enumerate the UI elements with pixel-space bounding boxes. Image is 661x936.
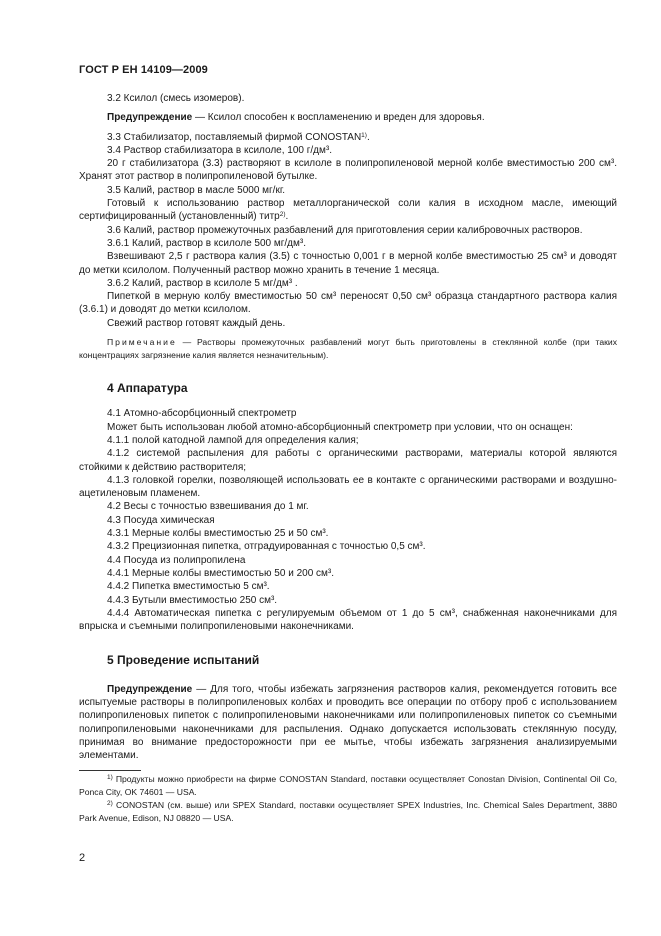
note-text: — Растворы промежуточных разбавлений могут быть приготовлены в стеклянной колбе (при таких концентрациях загрязнение калия является незначительным). <box>79 337 617 361</box>
footnote-mark: 2) <box>107 800 113 808</box>
section-4-item: 4.1.1 полой катодной лампой для определения калия; <box>107 434 359 446</box>
para-3-5-end: . <box>285 211 289 223</box>
para-3-4: 3.4 Раствор стабилизатора в ксилоле, 100 г/дм³. <box>107 144 332 156</box>
para-3-6-2: 3.6.2 Калий, раствор в ксилоле 5 мг/дм³ . <box>107 277 298 289</box>
para-3-6-2-text: Пипеткой в мерную колбу вместимостью 50 см³ переносят 0,50 см³ образца стандартного раствора калия (3.6.1) и доводят до метки ксилолом. <box>79 291 617 316</box>
para-3-5-body: Готовый к использованию раствор металлорганической соли калия в исходном масле, имеющий сертифицированный (установленный) титр <box>79 198 617 223</box>
para-3-6: 3.6 Калий, раствор промежуточных разбавлений для приготовления серии калибровочных растворов. <box>107 224 583 236</box>
section-4-item: 4.3 Посуда химическая <box>107 514 215 526</box>
section-4-item: Может быть использован любой атомно-абсорбционный спектрометр при условии, что он оснащен: <box>107 421 573 433</box>
para-3-6-1-text: Взвешивают 2,5 г раствора калия (3.5) с точностью 0,001 г в мерной колбе вместимостью 25 см³ и доводят до метки ксилолом. Полученный раствор можно хранить в течение 1 месяца. <box>79 251 617 276</box>
page-number: 2 <box>79 852 86 864</box>
footnote-2 <box>79 799 617 825</box>
section-4-heading: 4 Аппаратура <box>107 381 188 396</box>
section-4-item: 4.4.3 Бутыли вместимостью 250 см³. <box>107 594 278 606</box>
para-3-3-text: 3.3 Стабилизатор, поставляемый фирмой CONOSTAN <box>107 131 362 143</box>
footnote-separator <box>79 770 141 771</box>
para-3-5: 3.5 Калий, раствор в масле 5000 мг/кг. <box>107 184 286 196</box>
warning-xylene <box>79 111 617 124</box>
para-fresh-solution: Свежий раствор готовят каждый день. <box>107 317 286 329</box>
footnote-text: Продукты можно приобрести на фирме CONOSTAN Standard, поставки осуществляет Conostan Division, Continental Oil Co, Ponca City, OK 74601 — USA. <box>79 774 617 798</box>
footnote-text: CONOSTAN (см. выше) или SPEX Standard, поставки осуществляет SPEX Industries, Inc. Chemical Sales Department, 3880 Park Avenue, Edison, NJ 08820 — USA. <box>79 800 617 824</box>
para-3-3-end: . <box>366 131 370 143</box>
warning-text: — Ксилол способен к воспламенению и вреден для здоровья. <box>192 112 485 124</box>
footnote-ref-1: 1) <box>361 131 367 139</box>
section-4-item: 4.3.2 Прецизионная пипетка, отградуированная с точностью 0,5 см³. <box>107 541 426 553</box>
section-4-item: 4.4.4 Автоматическая пипетка с регулируемым объемом от 1 до 5 см³, снабженная наконечниками для впрыска и съемными полипропиленовыми наконечниками. <box>79 607 617 633</box>
para-3-4-text: 20 г стабилизатора (3.3) растворяют в ксилоле в полипропиленовой мерной колбе вместимостью 200 см³. Хранят этот раствор в полипропиленовой бутылке. <box>79 158 617 183</box>
para-3-6-1: 3.6.1 Калий, раствор в ксилоле 500 мг/дм³. <box>107 237 306 249</box>
running-header: ГОСТ Р ЕН 14109—2009 <box>79 64 208 76</box>
section-4-item: 4.4.1 Мерные колбы вместимостью 50 и 200 см³. <box>107 567 335 579</box>
para-3-2: 3.2 Ксилол (смесь изомеров). <box>107 93 245 104</box>
section-4-item: 4.4 Посуда из полипропилена <box>107 554 246 566</box>
page-body <box>79 92 617 825</box>
section-4-item: 4.2 Весы с точностью взвешивания до 1 мг. <box>107 501 309 513</box>
section-4-item: 4.4.2 Пипетка вместимостью 5 см³. <box>107 581 270 593</box>
section-4-item: 4.1.3 головкой горелки, позволяющей использовать ее в контакте с органическими растворами и воздушно-ацетиленовым пламенем. <box>79 474 617 500</box>
para-3-3 <box>79 131 617 144</box>
para-3-5-text <box>79 197 617 224</box>
warning-contamination <box>79 683 617 763</box>
footnote-ref-2: 2) <box>279 211 286 219</box>
section-5-heading: 5 Проведение испытаний <box>107 653 260 668</box>
footnote-mark: 1) <box>107 774 113 782</box>
warning-text: — Для того, чтобы избежать загрязнения растворов калия, рекомендуется готовить все испытуемые растворы в полипропиленовых колбах и проводить все операции по отбору проб с использованием полипропиленовых пипеток с полипропиленовыми наконечниками или полипропиленовых пипеток со съемными полипропиленовыми наконечниками для распыления. Однако допускается использовать стеклянную посуду, принимая во внимание предосторожности при ее мытье, чтобы избежать загрязнения анализируемыми элементами. <box>79 683 617 762</box>
warning-label: Предупреждение <box>107 112 193 124</box>
warning-label: Предупреждение <box>107 683 193 695</box>
section-4-item: 4.1 Атомно-абсорбционный спектрометр <box>107 408 297 420</box>
note-label: Примечание <box>107 337 177 348</box>
footnote-1 <box>79 773 617 799</box>
section-4-item: 4.1.2 системой распыления для работы с органическими растворами, материалы которой являются стойкими к действию растворителя; <box>79 448 617 473</box>
note <box>79 336 617 362</box>
section-4-item: 4.3.1 Мерные колбы вместимостью 25 и 50 см³. <box>107 528 329 540</box>
section-4-body <box>79 407 617 633</box>
